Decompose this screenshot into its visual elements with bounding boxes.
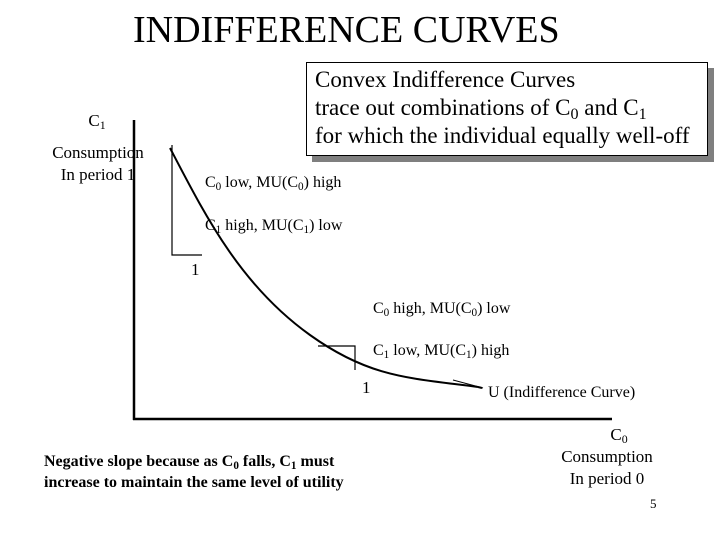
x-axis-symbol: $C_0$ [610, 425, 628, 446]
page-number: 5 [650, 496, 657, 511]
upper-c0-annotation: $C_0$ low, $MU(C_0)$ high [205, 174, 342, 193]
lower-run-label: 1 [362, 378, 371, 397]
upper-run-label: 1 [191, 260, 200, 279]
x-axis-label-line2: Consumption [561, 447, 653, 466]
slope-note-line1: Negative slope because as $C_0$ falls, $C_1$ must [44, 453, 335, 472]
slope-note-line2: increase to maintain the same level of utility [44, 474, 344, 491]
callout-box [306, 62, 708, 156]
y-axis-symbol: $C_1$ [88, 111, 106, 132]
slope-note [44, 451, 344, 493]
lower-c0-annotation: $C_0$ high, $MU(C_0)$ low [373, 300, 511, 319]
callout-line-3: for which the individual equally well-off [315, 123, 690, 148]
callout-line-1: Convex Indifference Curves [315, 67, 576, 92]
callout-line-2: trace out combinations of $C_0$ and $C_1$ [315, 95, 647, 124]
x-axis-label [552, 424, 662, 490]
y-axis-label [28, 110, 168, 186]
upper-c1-annotation: $C_1$ high, $MU(C_1)$ low [205, 217, 343, 236]
x-axis-label-line3: In period 0 [569, 469, 645, 488]
y-axis-label-line2: Consumption [52, 143, 144, 162]
curve-label: U (Indifference Curve) [488, 384, 636, 401]
lower-c1-annotation: $C_1$ low, $MU(C_1)$ high [373, 342, 510, 361]
y-axis-label-line3: In period 1 [60, 165, 136, 184]
slide-title: INDIFFERENCE CURVES [133, 9, 560, 51]
